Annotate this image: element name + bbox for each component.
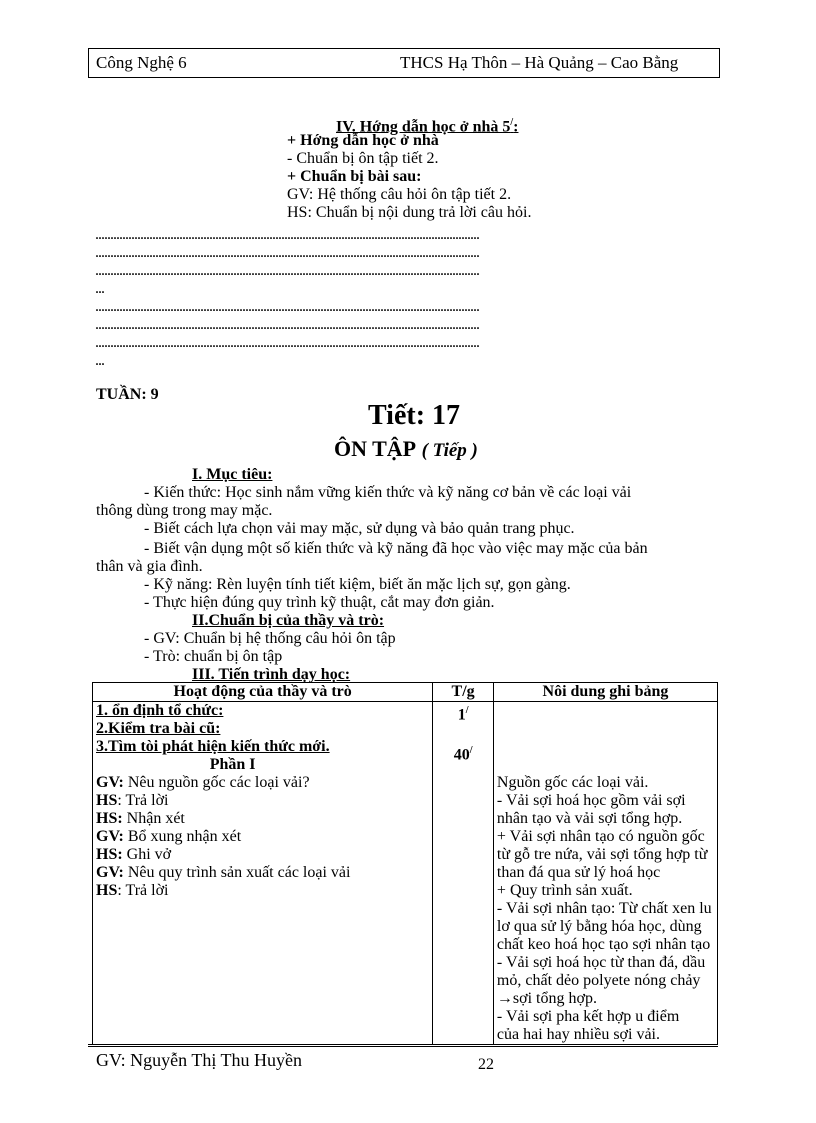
dialog-line: GV: Bổ xung nhận xét [96, 828, 242, 845]
objectives-heading: I. Mục tiêu: [192, 466, 273, 483]
content-line: - Vải sợi pha kết hợp u điểm [496, 1008, 680, 1025]
part-label: Phần I [209, 756, 256, 773]
content-line: →sợi tổng hợp. [496, 990, 597, 1007]
lesson-title: Tiết: 17 [368, 400, 461, 431]
content-line: than đá qua sử lý hoá học [496, 864, 661, 881]
prep-heading: II.Chuẩn bị của thầy và trò: [192, 612, 385, 629]
lesson-subtitle: ÔN TẬP ( Tiếp ) [334, 436, 478, 461]
dialog-line: GV: Nêu nguồn gốc các loại vải? [96, 774, 310, 791]
dialog-line: HS: Ghi vở [96, 846, 172, 863]
header-time: T/g [433, 683, 494, 702]
section-4-title: IV. Hớng dẫn học ở nhà 5/: [336, 117, 519, 136]
content-line: - Vải sợi hoá học từ than đá, dầu [496, 954, 706, 971]
dotted-line: ................................................................................................................................ [95, 316, 479, 333]
content-line: lơ qua sử lý bằng hóa học, dùng [496, 918, 702, 935]
week-label: TUẦN: 9 [96, 386, 159, 403]
objective-item: thông dùng trong may mặc. [96, 502, 273, 519]
lesson-table [92, 682, 718, 1045]
dialog-line: HS: Trả lời [96, 792, 169, 809]
row-review: 2.Kiểm tra bài cũ: [96, 720, 221, 737]
objective-item: - Biết vận dụng một số kiến thức và kỹ năng đã học vào việc may mặc của bản [144, 540, 648, 557]
dotted-line: ................................................................................................................................ [95, 334, 479, 351]
row-discover: 3.Tìm tòi phát hiện kiến thức mới. [96, 738, 330, 755]
header-content: Nôi dung ghi bảng [493, 683, 717, 702]
content-line: nhân tạo và vải sợi tổng hợp. [496, 810, 683, 827]
objective-item: - Kỹ năng: Rèn luyện tính tiết kiệm, biết ăn mặc lịch sự, gọn gàng. [144, 576, 571, 593]
table-header-row [93, 683, 718, 702]
table-body-row [93, 702, 718, 1045]
page-number: 22 [478, 1056, 494, 1073]
content-line: từ gỗ tre nứa, vải sợi tổng hợp từ [496, 846, 708, 863]
time-discover: 40/ [453, 745, 473, 764]
row-stabilize: 1. ổn định tổ chức: [96, 702, 224, 719]
content-line: - Vải sợi hoá học gồm vải sợi [496, 792, 686, 809]
content-line: chất keo hoá học tạo sợi nhân tạo [496, 936, 711, 953]
content-line: mỏ, chất dẻo polyete nóng chảy [496, 972, 701, 989]
activity-cell [93, 702, 433, 1045]
section-4-sub2: + Chuẩn bị bài sau: [287, 168, 422, 185]
content-line: Nguồn gốc các loại vải. [496, 774, 649, 791]
section-4-line3: HS: Chuẩn bị nội dung trả lời câu hỏi. [287, 204, 532, 221]
time-cell [433, 702, 494, 1045]
content-cell [493, 702, 717, 1045]
arrow-icon: → [496, 990, 513, 1007]
content-line: của hai hay nhiều sợi vải. [496, 1026, 660, 1043]
section-4-line1: - Chuẩn bị ôn tập tiết 2. [287, 150, 439, 167]
content-line: + Quy trình sản xuất. [496, 882, 633, 899]
section-4-line2: GV: Hệ thống câu hỏi ôn tập tiết 2. [287, 186, 512, 203]
objective-item: thân và gia đình. [96, 558, 203, 575]
header-school: THCS Hạ Thôn – Hà Quảng – Cao Bằng [400, 53, 679, 72]
dotted-line: ................................................................................................................................ [95, 226, 479, 243]
dotted-line-short: ... [95, 280, 104, 297]
section-4-sub1: + Hớng dẫn học ở nhà [287, 132, 439, 149]
objective-item: - Thực hiện đúng quy trình kỹ thuật, cắt may đơn giản. [144, 594, 495, 611]
dotted-line: ................................................................................................................................ [95, 298, 479, 315]
footer-teacher: GV: Nguyễn Thị Thu Huyền [96, 1050, 302, 1070]
header-activity: Hoạt động của thầy và trò [93, 683, 433, 702]
content-line: + Vải sợi nhân tạo có nguồn gốc [496, 828, 705, 845]
dialog-line: GV: Nêu quy trình sản xuất các loại vải [96, 864, 351, 881]
dotted-line: ................................................................................................................................ [95, 244, 479, 261]
dotted-line-short: ... [95, 352, 104, 369]
process-heading: III. Tiến trình dạy học: [192, 666, 351, 683]
dialog-line: HS: Nhận xét [96, 810, 185, 827]
footer-rule [88, 1044, 718, 1047]
prep-item: - Trò: chuẩn bị ôn tập [144, 648, 283, 665]
prep-item: - GV: Chuẩn bị hệ thống câu hỏi ôn tập [144, 630, 396, 647]
time-stabilize: 1/ [457, 705, 469, 724]
dotted-line: ................................................................................................................................ [95, 262, 479, 279]
content-line: - Vải sợi nhân tạo: Từ chất xen lu [496, 900, 712, 917]
objective-item: - Biết cách lựa chọn vải may mặc, sử dụng và bảo quản trang phục. [144, 520, 575, 537]
dialog-line: HS: Trả lời [96, 882, 169, 899]
objective-item: - Kiến thức: Học sinh nắm vững kiến thức và kỹ năng cơ bản về các loại vải [144, 484, 632, 501]
header-subject: Công Nghệ 6 [96, 53, 187, 72]
